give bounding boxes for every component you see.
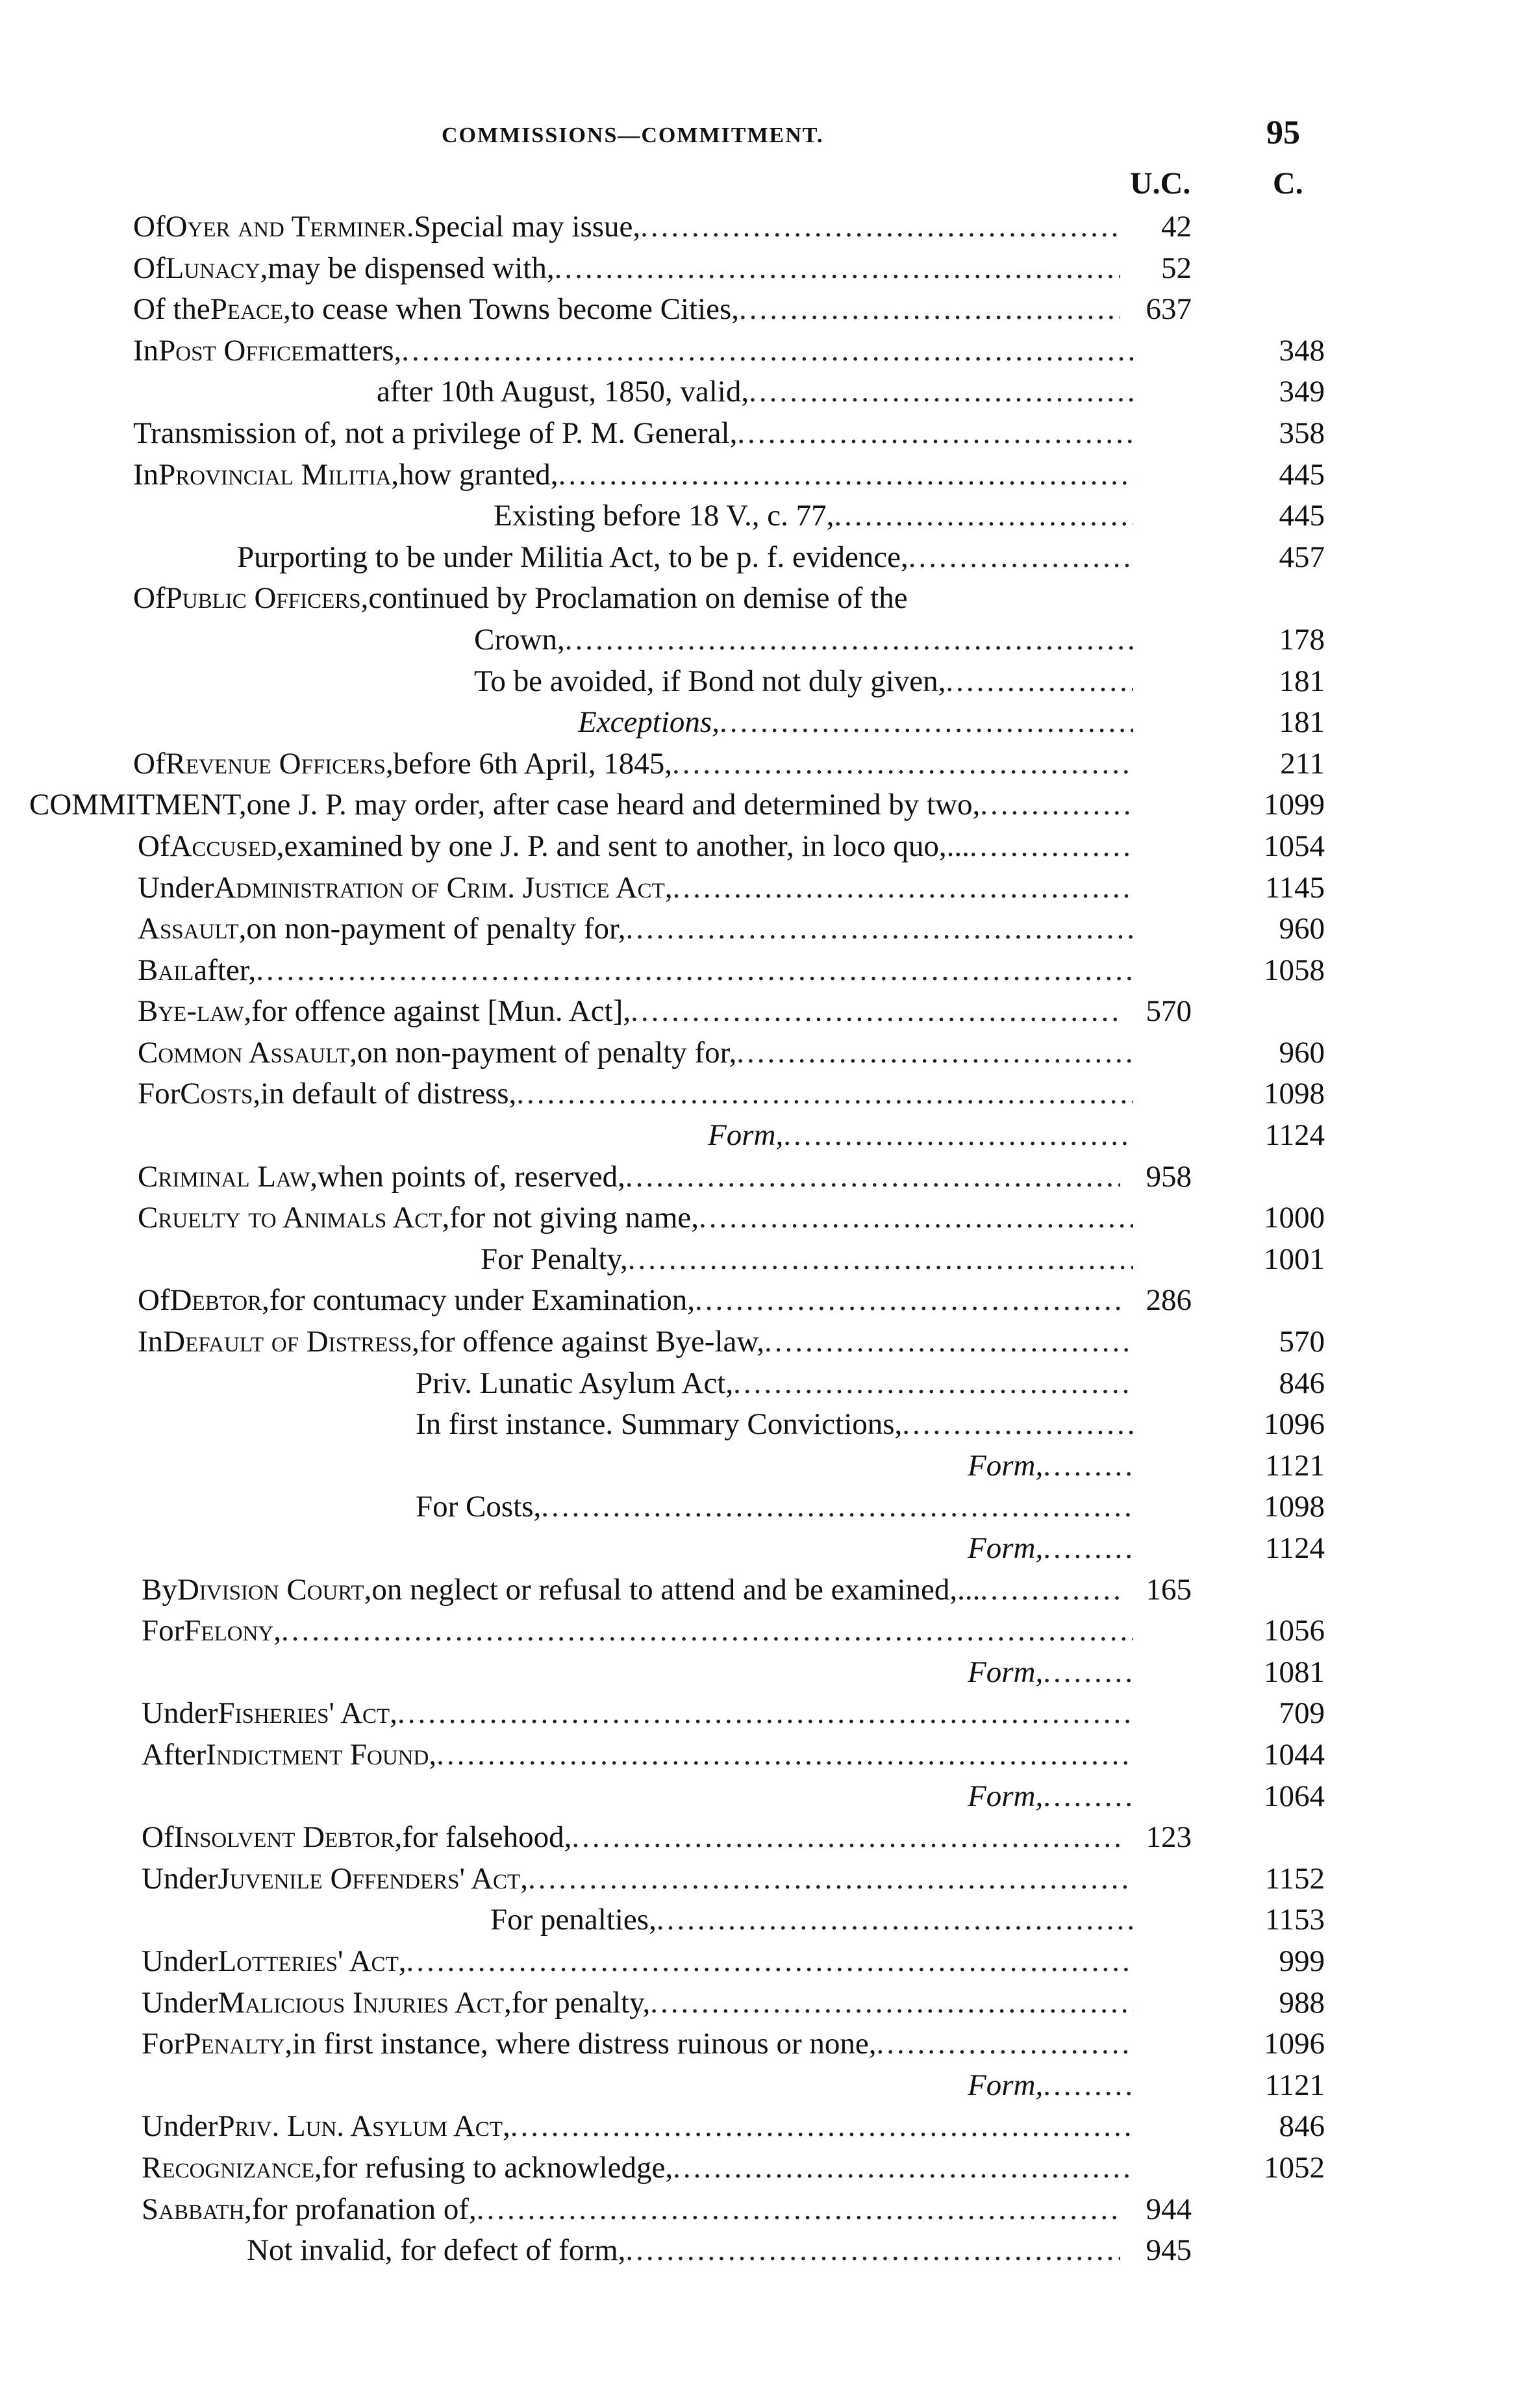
entry-heading: Indictment Found,: [206, 1737, 437, 1772]
entry-lead: Under: [142, 1861, 218, 1896]
entry-heading: Felony,: [184, 1614, 281, 1648]
entry-text: [138, 991, 1120, 1033]
dot-leader: [1043, 1528, 1133, 1570]
dot-leader: [1043, 1776, 1133, 1818]
entry-text: [29, 784, 1133, 826]
index-entry: [0, 1652, 1517, 1694]
dot-leader: [625, 1157, 1120, 1198]
entry-text: [490, 1900, 1133, 1941]
dot-leader: [764, 1322, 1133, 1363]
entry-heading: Division Court,: [177, 1572, 372, 1607]
entry-lead: After: [142, 1737, 207, 1772]
dot-leader: [571, 1817, 1120, 1859]
dot-leader: [720, 702, 1133, 744]
page-ref-c: 1096: [1264, 1407, 1325, 1442]
entry-text: [138, 1322, 1133, 1363]
entry-detail: Form,: [968, 1655, 1044, 1689]
entry-text: [968, 1528, 1133, 1570]
entry-lead: Of: [133, 746, 166, 781]
entry-lead: Of: [133, 210, 166, 244]
entry-detail: Form,: [968, 1531, 1044, 1565]
entry-text: [247, 2230, 1120, 2272]
entry-text: [968, 1446, 1133, 1487]
index-entry: [0, 744, 1517, 785]
entry-detail: in default of distress,: [260, 1077, 517, 1111]
index-entry: [0, 2148, 1517, 2189]
entry-heading: Assault,: [138, 912, 247, 946]
index-entry: [0, 331, 1517, 372]
entry-heading: Insolvent Debtor,: [173, 1820, 403, 1855]
page-ref-c: 348: [1279, 333, 1325, 368]
entry-lead: Transmission of, not a privilege of P. M. General,: [133, 416, 738, 450]
entry-detail: on non-payment of penalty for,: [357, 1035, 737, 1070]
entry-lead: Of: [142, 1820, 174, 1855]
dot-leader: [749, 371, 1133, 413]
page-ref-c: 1044: [1264, 1737, 1325, 1772]
page-ref-c: 1054: [1264, 829, 1325, 863]
index-entry: [0, 2230, 1517, 2272]
index-entry: [0, 2106, 1517, 2148]
entry-detail: for offence against Bye-law,: [419, 1325, 765, 1359]
index-entry: [0, 1528, 1517, 1570]
entry-lead: In: [138, 1325, 164, 1359]
dot-leader: [436, 1735, 1133, 1776]
page-ref-c: 1058: [1264, 953, 1325, 987]
entry-lead: Of: [138, 829, 170, 863]
dot-leader: [909, 537, 1133, 579]
index-entry: [0, 1363, 1517, 1405]
index-entry: [0, 826, 1517, 868]
index-entry: [0, 1693, 1517, 1735]
index-entry: [0, 413, 1517, 455]
page-ref-c: 960: [1279, 912, 1325, 946]
entry-heading: Accused,: [169, 829, 284, 863]
entry-heading: Juvenile Offenders' Act,: [218, 1861, 528, 1896]
page-ref-c: 1000: [1264, 1201, 1325, 1235]
dot-leader: [672, 744, 1133, 785]
page-number: 95: [1266, 114, 1300, 151]
page-ref-c: 988: [1279, 1985, 1325, 2020]
entry-text: [968, 1776, 1133, 1818]
column-header-c: C.: [1273, 166, 1303, 201]
entry-heading: Lunacy,: [165, 251, 268, 285]
page-ref-uc: 42: [1161, 210, 1192, 244]
entry-lead: Under: [142, 1985, 218, 2020]
entry-heading: Provincial Militia,: [158, 457, 399, 492]
index-entry: [0, 495, 1517, 537]
index-entry: [0, 2189, 1517, 2231]
page-ref-c: 846: [1279, 2109, 1325, 2144]
entry-detail: after 10th August, 1850, valid,: [377, 375, 749, 409]
entry-text: [142, 2189, 1120, 2231]
entry-detail: for profanation of,: [251, 2192, 477, 2226]
entry-heading: Cruelty to Animals Act,: [138, 1201, 450, 1235]
entry-lead: In: [133, 333, 159, 368]
entry-detail: matters,: [304, 333, 402, 368]
page-ref-c: 1064: [1264, 1779, 1325, 1813]
entry-heading: Post Office: [158, 333, 305, 368]
page-ref-uc: 52: [1161, 251, 1192, 285]
page-ref-c: 178: [1279, 622, 1325, 657]
page-ref-uc: 286: [1146, 1283, 1192, 1318]
page-ref-c: 211: [1280, 746, 1325, 781]
entry-lead: Of: [138, 1283, 170, 1318]
dot-leader: [516, 1073, 1133, 1115]
dot-leader: [626, 909, 1133, 950]
dot-leader: [477, 2189, 1120, 2231]
entry-text: [138, 1073, 1133, 1115]
index-entry: [0, 2024, 1517, 2065]
index-entry: [0, 1611, 1517, 1652]
index-entry: [0, 1859, 1517, 1900]
page-ref-c: 1099: [1264, 788, 1325, 822]
index-entry: [0, 455, 1517, 496]
entry-text: [142, 1611, 1133, 1652]
running-title: COMMISSIONS—COMMITMENT.: [442, 123, 824, 147]
entry-detail: Form,: [708, 1118, 784, 1153]
entry-heading: Public Officers,: [165, 581, 369, 616]
index-entry: [0, 248, 1517, 290]
dot-leader: [695, 1280, 1120, 1322]
column-header-uc: U.C.: [1130, 166, 1191, 201]
index-entry: [0, 909, 1517, 950]
page-ref-c: 1124: [1264, 1531, 1325, 1565]
entry-text: [708, 1115, 1133, 1157]
entry-text: [133, 744, 1133, 785]
page-ref-c: 1124: [1264, 1118, 1325, 1153]
entry-text: [416, 1363, 1133, 1405]
entry-text: [142, 1983, 1133, 2024]
entry-text: [142, 2024, 1133, 2065]
index-entry: [0, 207, 1517, 248]
page-ref-c: 1145: [1264, 870, 1325, 905]
entry-lead: In: [133, 457, 159, 492]
index-entry: [0, 1157, 1517, 1198]
dot-leader: [256, 950, 1133, 992]
page-ref-uc: 637: [1146, 292, 1192, 327]
dot-leader: [673, 2148, 1133, 2189]
entry-text: [133, 289, 1120, 331]
entry-detail: on non-payment of penalty for,: [246, 912, 626, 946]
page-ref-c: 1081: [1264, 1655, 1325, 1689]
index-entry: [0, 991, 1517, 1033]
entry-lead: For: [138, 1077, 181, 1111]
dot-leader: [281, 1611, 1133, 1652]
entry-lead: Under: [142, 2109, 218, 2144]
entry-lead: COMMITMENT,: [29, 788, 247, 822]
page-ref-uc: 944: [1146, 2192, 1192, 2226]
entry-text: [138, 1198, 1133, 1239]
entry-heading: Bye-law,: [138, 994, 252, 1029]
entry-detail: for falsehood,: [402, 1820, 572, 1855]
dot-leader: [736, 1033, 1133, 1074]
entry-detail: before 6th April, 1845,: [393, 746, 673, 781]
entry-text: [142, 2148, 1133, 2189]
dot-leader: [541, 1486, 1133, 1528]
entry-heading: Costs,: [180, 1077, 261, 1111]
entry-lead: For: [142, 1614, 184, 1648]
index-entry: [0, 1322, 1517, 1363]
index-entry: [0, 371, 1517, 413]
page-ref-c: 1098: [1264, 1077, 1325, 1111]
entry-heading: Peace,: [210, 292, 291, 327]
index-entry: [0, 1239, 1517, 1281]
index-entry: [0, 1404, 1517, 1446]
dot-leader: [783, 1115, 1133, 1157]
dot-leader: [640, 207, 1120, 248]
dot-leader: [558, 455, 1133, 496]
entry-heading: Sabbath,: [142, 2192, 252, 2226]
index-entry: [0, 1570, 1517, 1611]
dot-leader: [733, 1363, 1133, 1405]
page-ref-c: 181: [1279, 664, 1325, 698]
entry-text: [142, 1941, 1133, 1983]
entry-detail: Special may issue,: [414, 210, 641, 244]
index-entry: [0, 1941, 1517, 1983]
index-entries: [0, 207, 1517, 2272]
entry-text: [142, 1735, 1133, 1776]
index-entry: [0, 1033, 1517, 1074]
index-entry: [0, 2065, 1517, 2107]
dot-leader: [528, 1859, 1133, 1900]
dot-leader: [673, 868, 1133, 909]
dot-leader: [902, 1404, 1133, 1446]
index-entry: [0, 868, 1517, 909]
entry-text: [142, 1693, 1133, 1735]
entry-text: [142, 1817, 1120, 1859]
dot-leader: [657, 1900, 1133, 1941]
page-ref-c: 1001: [1264, 1242, 1325, 1276]
entry-text: [237, 537, 1133, 579]
entry-detail: to cease when Towns become Cities,: [290, 292, 740, 327]
entry-detail: Existing before 18 V., c. 77,: [494, 499, 834, 533]
entry-heading: Fisheries' Act,: [218, 1696, 397, 1731]
dot-leader: [1043, 1446, 1133, 1487]
entry-text: [481, 1239, 1133, 1281]
entry-text: [968, 2065, 1133, 2107]
index-entry: [0, 1735, 1517, 1776]
entry-detail: For Penalty,: [481, 1242, 628, 1276]
entry-text: [416, 1486, 1133, 1528]
entry-text: [138, 868, 1133, 909]
index-entry: [0, 289, 1517, 331]
entry-detail: Form,: [968, 1448, 1044, 1483]
page-ref-c: 1153: [1264, 1903, 1325, 1937]
entry-heading: Penalty,: [184, 2027, 293, 2061]
entry-text: [138, 1280, 1120, 1322]
entry-text: [133, 413, 1133, 455]
entry-text: [377, 371, 1133, 413]
entry-detail: In first instance. Summary Convictions,: [416, 1407, 903, 1442]
page-ref-c: 457: [1279, 540, 1325, 574]
entry-heading: Oyer and Terminer.: [165, 210, 414, 244]
entry-detail: To be avoided, if Bond not duly given,: [474, 664, 946, 698]
page-ref-c: 445: [1279, 499, 1325, 533]
entry-detail: Not invalid, for defect of form,: [247, 2233, 626, 2268]
index-entry: [0, 1115, 1517, 1157]
entry-text: [138, 826, 1133, 868]
index-entry: [0, 950, 1517, 992]
page-ref-c: 1052: [1264, 2150, 1325, 2185]
entry-lead: Of: [133, 251, 166, 285]
dot-leader: [699, 1198, 1133, 1239]
dot-leader: [625, 2230, 1120, 2272]
dot-leader: [980, 784, 1133, 826]
entry-detail: continued by Proclamation on demise of the: [368, 581, 908, 616]
entry-text: [138, 1157, 1120, 1198]
dot-leader: [737, 413, 1133, 455]
entry-heading: Malicious Injuries Act,: [218, 1985, 512, 2020]
index-entry: [0, 620, 1517, 661]
entry-text: [416, 1404, 1133, 1446]
entry-heading: Debtor,: [169, 1283, 270, 1318]
dot-leader: [631, 991, 1120, 1033]
dot-leader: [980, 1570, 1120, 1611]
entry-text: [138, 909, 1133, 950]
entry-detail: one J. P. may order, after case heard and determined by two,: [246, 788, 981, 822]
entry-heading: Default of Distress,: [163, 1325, 420, 1359]
entry-text: [133, 207, 1120, 248]
entry-text: [474, 620, 1133, 661]
page-ref-c: 349: [1279, 375, 1325, 409]
entry-detail: for refusing to acknowledge,: [321, 2150, 673, 2185]
entry-detail: examined by one J. P. and sent to another, in loco quo,...: [284, 829, 970, 863]
dot-leader: [565, 620, 1133, 661]
index-entry: [0, 1900, 1517, 1941]
entry-detail: Form,: [968, 1779, 1044, 1813]
index-entry: [0, 1198, 1517, 1239]
index-entry: [0, 537, 1517, 579]
dot-leader: [510, 2106, 1133, 2148]
entry-heading: Recognizance,: [142, 2150, 322, 2185]
entry-detail: for penalty,: [511, 1985, 651, 2020]
page-ref-c: 358: [1279, 416, 1325, 450]
entry-heading: Revenue Officers,: [165, 746, 394, 781]
entry-text: [133, 578, 1133, 620]
index-entry: [0, 1776, 1517, 1818]
index-entry: [0, 661, 1517, 703]
entry-detail: how granted,: [399, 457, 558, 492]
entry-lead: For: [142, 2027, 184, 2061]
page-ref-c: 999: [1279, 1944, 1325, 1978]
entry-text: [142, 1859, 1133, 1900]
entry-text: [133, 331, 1133, 372]
page-ref-uc: 945: [1146, 2233, 1192, 2268]
page-ref-uc: 570: [1146, 994, 1192, 1029]
entry-lead: Under: [142, 1696, 218, 1731]
page-ref-c: 1152: [1264, 1861, 1325, 1896]
entry-lead: Under: [142, 1944, 218, 1978]
index-entry: [0, 1073, 1517, 1115]
entry-detail: when points of, reserved,: [318, 1159, 625, 1194]
page-ref-c: 181: [1279, 705, 1325, 740]
entry-detail: may be dispensed with,: [268, 251, 555, 285]
entry-detail: in first instance, where distress ruinous or none,: [292, 2027, 877, 2061]
entry-lead: Of the: [133, 292, 210, 327]
index-entry: [0, 702, 1517, 744]
entry-detail: after,: [194, 953, 257, 987]
dot-leader: [970, 826, 1133, 868]
dot-leader: [397, 1693, 1133, 1735]
entry-heading: Bail: [138, 953, 194, 987]
page-ref-c: 1121: [1264, 1448, 1325, 1483]
index-entry: [0, 1486, 1517, 1528]
index-entry: [0, 1446, 1517, 1487]
entry-heading: Common Assault,: [138, 1035, 358, 1070]
dot-leader: [401, 331, 1133, 372]
entry-lead: Of: [133, 581, 166, 616]
dot-leader: [555, 248, 1120, 290]
dot-leader: [628, 1239, 1133, 1281]
entry-detail: for contumacy under Examination,: [269, 1283, 696, 1318]
index-entry: [0, 1983, 1517, 2024]
page-ref-c: 1056: [1264, 1614, 1325, 1648]
page-ref-c: 1121: [1264, 2068, 1325, 2102]
index-entry: [0, 1817, 1517, 1859]
entry-lead: Under: [138, 870, 214, 905]
dot-leader: [739, 289, 1120, 331]
dot-leader: [946, 661, 1133, 703]
entry-text: [578, 702, 1133, 744]
dot-leader: [876, 2024, 1133, 2065]
index-entry: [0, 578, 1517, 620]
entry-heading: Criminal Law,: [138, 1159, 318, 1194]
page-ref-uc: 123: [1146, 1820, 1192, 1855]
entry-heading: Lotteries' Act,: [218, 1944, 407, 1978]
entry-detail: Priv. Lunatic Asylum Act,: [416, 1366, 734, 1400]
entry-text: [142, 1570, 1120, 1611]
index-entry: [0, 784, 1517, 826]
entry-detail: Crown,: [474, 622, 565, 657]
entry-lead: By: [142, 1572, 177, 1607]
page-ref-c: 960: [1279, 1035, 1325, 1070]
dot-leader: [1043, 2065, 1133, 2107]
entry-detail: Exceptions,: [578, 705, 720, 740]
page-ref-c: 1096: [1264, 2027, 1325, 2061]
entry-detail: For Costs,: [416, 1490, 542, 1524]
entry-text: [494, 495, 1133, 537]
dot-leader: [650, 1983, 1133, 2024]
entry-text: [138, 1033, 1133, 1074]
entry-detail: for not giving name,: [449, 1201, 699, 1235]
entry-heading: Priv. Lun. Asylum Act,: [218, 2109, 510, 2144]
entry-text: [474, 661, 1133, 703]
entry-detail: Form,: [968, 2068, 1044, 2102]
page-ref-uc: 165: [1146, 1572, 1192, 1607]
page-ref-uc: 958: [1146, 1159, 1192, 1194]
dot-leader: [834, 495, 1133, 537]
page-ref-c: 570: [1279, 1325, 1325, 1359]
dot-leader: [406, 1941, 1133, 1983]
entry-text: [133, 455, 1133, 496]
entry-detail: Purporting to be under Militia Act, to be p. f. evidence,: [237, 540, 909, 574]
entry-heading: Administration of Crim. Justice Act,: [214, 870, 673, 905]
entry-detail: For penalties,: [490, 1903, 657, 1937]
dot-leader: [1043, 1652, 1133, 1694]
entry-text: [133, 248, 1120, 290]
index-entry: [0, 1280, 1517, 1322]
entry-text: [968, 1652, 1133, 1694]
page-ref-c: 709: [1279, 1696, 1325, 1731]
entry-text: [138, 950, 1133, 992]
page-ref-c: 1098: [1264, 1490, 1325, 1524]
entry-text: [142, 2106, 1133, 2148]
page-ref-c: 445: [1279, 457, 1325, 492]
entry-detail: for offence against [Mun. Act],: [251, 994, 631, 1029]
page-ref-c: 846: [1279, 1366, 1325, 1400]
entry-detail: on neglect or refusal to attend and be examined,...: [371, 1572, 981, 1607]
